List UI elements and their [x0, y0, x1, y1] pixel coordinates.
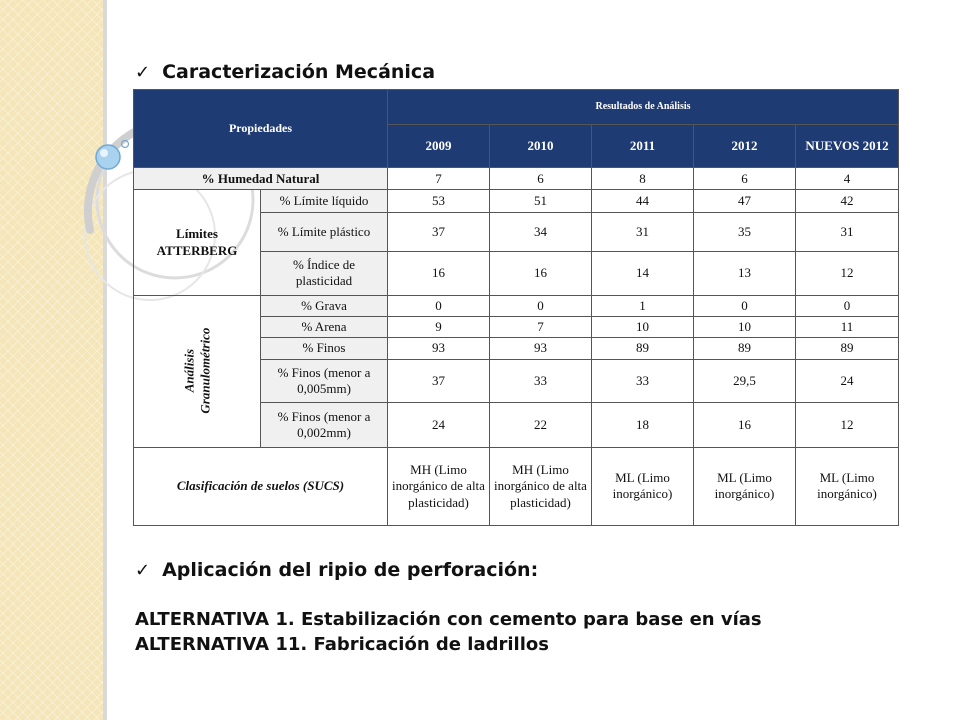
table-cell: 16 — [388, 252, 490, 296]
header-year: 2009 — [388, 125, 490, 168]
group-label-atterberg: Límites ATTERBERG — [134, 190, 261, 295]
table-cell: 0 — [694, 295, 796, 316]
table-cell: 31 — [592, 212, 694, 252]
mechanical-properties-table — [133, 89, 899, 526]
table-cell: 31 — [796, 212, 899, 252]
alternative-1: ALTERNATIVA 1. Estabilización con cemento para base en vías — [135, 609, 762, 630]
heading-text: Aplicación del ripio de perforación: — [162, 559, 539, 581]
table-cell: 6 — [490, 168, 592, 190]
table-cell: 7 — [388, 168, 490, 190]
mechanical-characterization-heading — [135, 61, 435, 83]
table-cell: 89 — [796, 338, 899, 359]
table-cell: 12 — [796, 252, 899, 296]
row-label: % Arena — [261, 317, 388, 338]
table-cell: ML (Limo inorgánico) — [796, 447, 899, 525]
table-cell: 33 — [490, 359, 592, 403]
table-cell: 24 — [796, 359, 899, 403]
header-year: NUEVOS 2012 — [796, 125, 899, 168]
heading-text: Caracterización Mecánica — [162, 61, 436, 83]
table-cell: 47 — [694, 190, 796, 212]
table-cell: 4 — [796, 168, 899, 190]
header-year: 2012 — [694, 125, 796, 168]
table-cell: 13 — [694, 252, 796, 296]
row-label: % Finos (menor a 0,005mm) — [261, 359, 388, 403]
table-cell: 44 — [592, 190, 694, 212]
table-cell: 93 — [388, 338, 490, 359]
check-icon: ✓ — [135, 62, 151, 83]
row-label-humidity: % Humedad Natural — [134, 168, 388, 190]
table-cell: 93 — [490, 338, 592, 359]
table-cell: 29,5 — [694, 359, 796, 403]
table-cell: 42 — [796, 190, 899, 212]
table-cell: 0 — [490, 295, 592, 316]
check-icon: ✓ — [135, 560, 151, 581]
table-cell: 8 — [592, 168, 694, 190]
table-cell: 33 — [592, 359, 694, 403]
table-cell: ML (Limo inorgánico) — [592, 447, 694, 525]
table-cell: 7 — [490, 317, 592, 338]
table-cell: 16 — [490, 252, 592, 296]
granulometric-label-line2: Granulométrico — [197, 327, 212, 414]
table-cell: 10 — [592, 317, 694, 338]
table-cell: 53 — [388, 190, 490, 212]
header-year: 2011 — [592, 125, 694, 168]
table-cell: MH (Limo inorgánico de alta plasticidad) — [388, 447, 490, 525]
row-label: % Grava — [261, 295, 388, 316]
row-label: % Finos (menor a 0,002mm) — [261, 403, 388, 448]
table-cell: 37 — [388, 212, 490, 252]
table-cell: 6 — [694, 168, 796, 190]
alternative-2: ALTERNATIVA 11. Fabricación de ladrillos — [135, 634, 549, 655]
header-properties: Propiedades — [134, 90, 388, 168]
table-cell: ML (Limo inorgánico) — [694, 447, 796, 525]
table-row — [134, 168, 899, 190]
table-header-row — [134, 90, 899, 125]
table-cell: 37 — [388, 359, 490, 403]
table-cell: 12 — [796, 403, 899, 448]
row-label-sucs: Clasificación de suelos (SUCS) — [134, 447, 388, 525]
granulometric-label-line1: Análisis — [181, 349, 197, 393]
row-label: % Límite plástico — [261, 212, 388, 252]
table-cell: 35 — [694, 212, 796, 252]
table-cell: 14 — [592, 252, 694, 296]
table-cell: 10 — [694, 317, 796, 338]
header-year: 2010 — [490, 125, 592, 168]
table-cell: 51 — [490, 190, 592, 212]
table-cell: 0 — [796, 295, 899, 316]
header-results: Resultados de Análisis — [388, 90, 899, 125]
row-label: % Límite líquido — [261, 190, 388, 212]
table-cell: 16 — [694, 403, 796, 448]
table-cell: 18 — [592, 403, 694, 448]
table-row — [134, 295, 899, 316]
row-label: % Índice de plasticidad — [261, 252, 388, 296]
table-cell: 24 — [388, 403, 490, 448]
row-label: % Finos — [261, 338, 388, 359]
table-row — [134, 190, 899, 212]
table-cell: 0 — [388, 295, 490, 316]
application-heading — [135, 559, 538, 581]
table-cell: 1 — [592, 295, 694, 316]
table-cell: 89 — [592, 338, 694, 359]
table-cell: 89 — [694, 338, 796, 359]
granulometric-label — [181, 328, 212, 414]
table-cell: MH (Limo inorgánico de alta plasticidad) — [490, 447, 592, 525]
table-cell: 34 — [490, 212, 592, 252]
table-cell: 22 — [490, 403, 592, 448]
table-cell: 9 — [388, 317, 490, 338]
group-label-granulometric — [134, 295, 261, 447]
table-cell: 11 — [796, 317, 899, 338]
table-row — [134, 447, 899, 525]
